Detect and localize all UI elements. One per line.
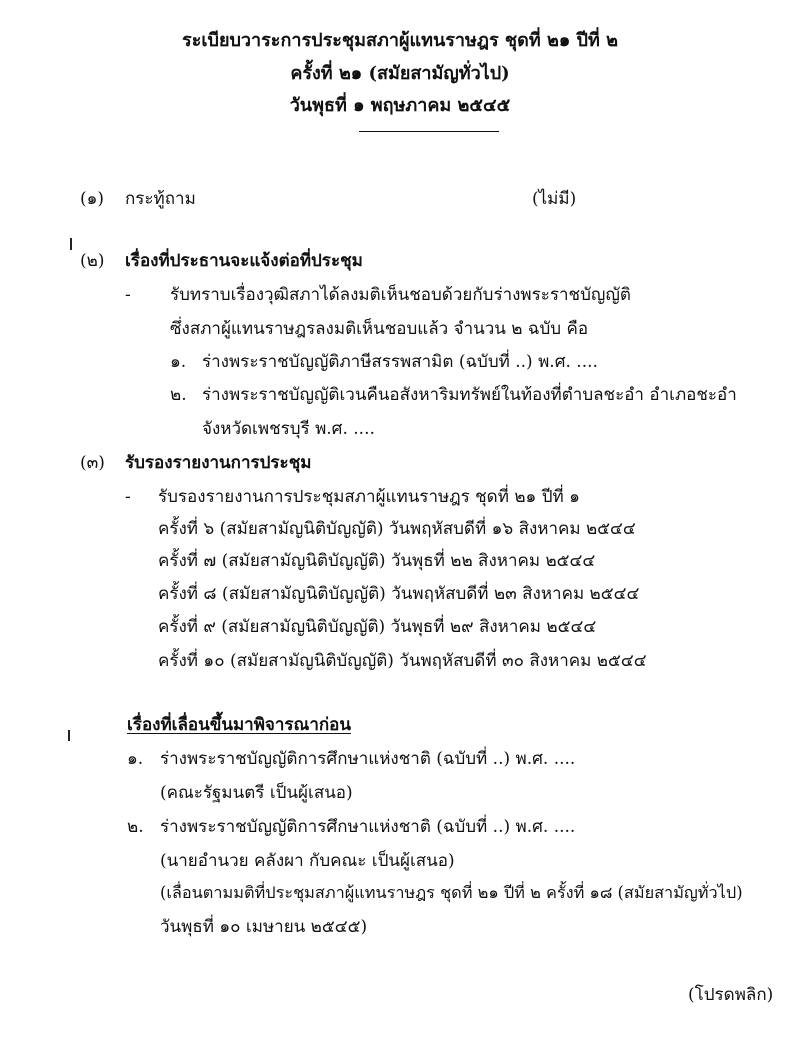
minutes-line: ครั้งที่ ๘ (สมัยสามัญนิติบัญญัติ) วันพฤหัสบดีที่ ๒๓ สิงหาคม ๒๕๔๔ [158, 584, 640, 604]
item-1-number: (๑) [80, 189, 105, 209]
item-4-title: เรื่องที่เลื่อนขึ้นมาพิจารณาก่อน [127, 715, 351, 735]
item-3-number: (๓) [80, 453, 105, 473]
item-2-number: (๒) [80, 251, 105, 271]
item-1-title: กระทู้ถาม [125, 189, 196, 209]
meeting-number: ครั้งที่ ๒๑ (สมัยสามัญทั่วไป) [290, 63, 510, 84]
item-2-title: เรื่องที่ประธานจะแจ้งต่อที่ประชุม [125, 251, 363, 271]
item-3-dash: - [125, 487, 131, 507]
item-4-sub-1-number: ๑. [127, 749, 144, 769]
item-2-sub-1-number: ๑. [170, 352, 187, 372]
minutes-line: ครั้งที่ ๙ (สมัยสามัญนิติบัญญัติ) วันพุธที่ ๒๙ สิงหาคม ๒๕๔๔ [158, 617, 597, 637]
item-3-title: รับรองรายงานการประชุม [125, 453, 312, 473]
meeting-date: วันพุธที่ ๑ พฤษภาคม ๒๕๔๕ [289, 95, 511, 116]
scan-mark [68, 730, 70, 741]
item-4-sub-2-note-line-1: (เลื่อนตามมติที่ประชุมสภาผู้แทนราษฎร ชุดที่ ๒๑ ปีที่ ๒ ครั้งที่ ๑๘ (สมัยสามัญทั่วไป) [160, 883, 743, 902]
item-2-sub-2-number: ๒. [170, 385, 187, 405]
item-2-sub-1-text: ร่างพระราชบัญญัติภาษีสรรพสามิต (ฉบับที่ ..) พ.ศ. .... [202, 352, 598, 372]
item-3-intro: รับรองรายงานการประชุมสภาผู้แทนราษฎร ชุดที่ ๒๑ ปีที่ ๑ [158, 487, 580, 507]
item-4-sub-2-note-line-2: วันพุธที่ ๑๐ เมษายน ๒๕๔๕) [160, 917, 368, 937]
scan-mark [70, 238, 72, 250]
item-4-sub-2-number: ๒. [127, 817, 144, 837]
minutes-line: ครั้งที่ ๑๐ (สมัยสามัญนิติบัญญัติ) วันพฤหัสบดีที่ ๓๐ สิงหาคม ๒๕๔๔ [158, 651, 647, 671]
turn-page-note: (โปรดพลิก) [688, 985, 774, 1005]
item-4-sub-1-proposer: (คณะรัฐมนตรี เป็นผู้เสนอ) [160, 783, 353, 803]
minutes-line: ครั้งที่ ๖ (สมัยสามัญนิติบัญญัติ) วันพฤหัสบดีที่ ๑๖ สิงหาคม ๒๕๔๔ [158, 519, 636, 539]
item-4-sub-2-text: ร่างพระราชบัญญัติการศึกษาแห่งชาติ (ฉบับที่ ..) พ.ศ. .... [160, 817, 576, 837]
item-2-text-line-1: รับทราบเรื่องวุฒิสภาได้ลงมติเห็นชอบด้วยกับร่างพระราชบัญญัติ [170, 285, 631, 305]
item-2-dash: - [125, 285, 131, 305]
item-2-sub-2-text: ร่างพระราชบัญญัติเวนคืนอสังหาริมทรัพย์ในท้องที่ตำบลชะอำ อำเภอชะอำ [202, 385, 737, 405]
item-2-text-line-2: ซึ่งสภาผู้แทนราษฎรลงมติเห็นชอบแล้ว จำนวน ๒ ฉบับ คือ [170, 319, 589, 339]
minutes-line: ครั้งที่ ๗ (สมัยสามัญนิติบัญญัติ) วันพุธที่ ๒๒ สิงหาคม ๒๕๔๔ [158, 551, 596, 571]
agenda-title: ระเบียบวาระการประชุมสภาผู้แทนราษฎร ชุดที่ ๒๑ ปีที่ ๒ [182, 30, 618, 51]
item-2-sub-2-continuation: จังหวัดเพชรบุรี พ.ศ. .... [202, 419, 375, 439]
header-divider [359, 131, 499, 132]
item-4-sub-2-proposer: (นายอำนวย คลังผา กับคณะ เป็นผู้เสนอ) [160, 851, 455, 871]
item-4-sub-1-text: ร่างพระราชบัญญัติการศึกษาแห่งชาติ (ฉบับที่ ..) พ.ศ. .... [160, 749, 576, 769]
item-1-note: (ไม่มี) [532, 189, 577, 209]
